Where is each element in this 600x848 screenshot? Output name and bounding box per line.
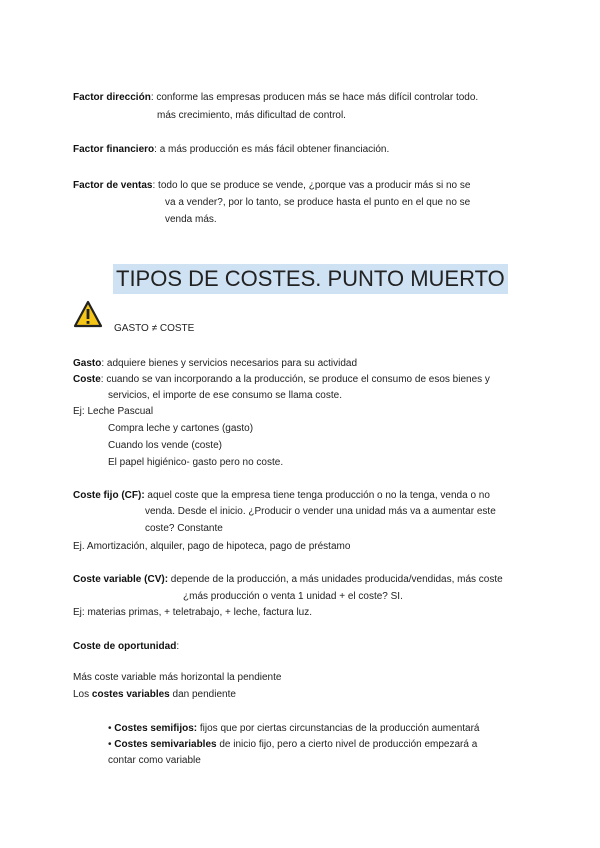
bullet-marker: • <box>108 723 112 734</box>
example-item: El papel higiénico- gasto pero no coste. <box>108 457 284 468</box>
pendiente-line-1: Más coste variable más horizontal la pendiente <box>73 672 282 683</box>
coste-fijo-text: aquel coste que la empresa tiene tenga producción o no la tenga, venda o no <box>144 490 490 501</box>
pendiente-line-2 <box>73 688 236 701</box>
coste-variable-line <box>73 573 503 586</box>
factor-direccion-text: : conforme las empresas producen más se hace más difícil controlar todo. <box>150 92 479 103</box>
gasto-definition <box>73 357 357 370</box>
factor-financiero-term: Factor financiero <box>73 144 155 155</box>
bullet-item <box>108 738 477 751</box>
pendiente-bold-term: costes variables <box>91 689 170 700</box>
coste-variable-term: Coste variable (CV): <box>73 574 169 585</box>
section-title: TIPOS DE COSTES. PUNTO MUERTO <box>113 264 508 294</box>
factor-ventas-term: Factor de ventas <box>73 180 153 191</box>
coste-fijo-example: Ej. Amortización, alquiler, pago de hipoteca, pago de préstamo <box>73 541 351 552</box>
warning-icon <box>73 300 103 328</box>
gasto-text: : adquiere bienes y servicios necesarios para su actividad <box>101 358 358 369</box>
factor-financiero-text: : a más producción es más fácil obtener financiación. <box>154 144 390 155</box>
coste-term: Coste <box>73 374 101 385</box>
factor-direccion-term: Factor dirección <box>73 92 151 103</box>
factor-direccion-continuation: más crecimiento, más dificultad de control. <box>157 110 346 121</box>
pendiente-prefix: Los <box>73 689 92 700</box>
bullet-continuation: contar como variable <box>108 755 201 766</box>
example-item: Compra leche y cartones (gasto) <box>108 423 254 434</box>
coste-continuation: servicios, el importe de ese consumo se llama coste. <box>108 390 342 401</box>
coste-definition <box>73 373 490 386</box>
factor-ventas-continuation-1: va a vender?, por lo tanto, se produce hasta el punto en el que no se <box>165 197 471 208</box>
coste-variable-text: depende de la producción, a más unidades producida/vendidas, más coste <box>168 574 503 585</box>
factor-ventas-continuation-2: venda más. <box>165 214 217 225</box>
coste-text: : cuando se van incorporando a la producción, se produce el consumo de esos bienes y <box>100 374 490 385</box>
bullet-text: fijos que por ciertas circunstancias de la producción aumentará <box>197 723 480 734</box>
factor-financiero-line <box>73 143 389 156</box>
example-label: Ej: Leche Pascual <box>73 406 154 417</box>
factor-ventas-line <box>73 179 470 192</box>
bullet-term: Costes semivariables <box>114 739 217 750</box>
warning-label: GASTO ≠ COSTE <box>114 323 195 334</box>
coste-oportunidad-heading <box>73 640 179 653</box>
coste-fijo-term: Coste fijo (CF): <box>73 490 145 501</box>
pendiente-suffix: dan pendiente <box>169 689 236 700</box>
bullet-item <box>108 722 479 735</box>
factor-direccion-line <box>73 91 478 104</box>
coste-fijo-line <box>73 489 490 502</box>
coste-fijo-continuation-1: venda. Desde el inicio. ¿Producir o vender una unidad más va a aumentar este <box>145 506 496 517</box>
bullet-marker: • <box>108 739 112 750</box>
factor-ventas-text: : todo lo que se produce se vende, ¿porque vas a producir más si no se <box>152 180 471 191</box>
coste-variable-example: Ej: materias primas, + teletrabajo, + leche, factura luz. <box>73 607 312 618</box>
coste-variable-continuation: ¿más producción o venta 1 unidad + el coste? SI. <box>183 591 403 602</box>
bullet-text: de inicio fijo, pero a cierto nivel de producción empezará a <box>216 739 478 750</box>
example-item: Cuando los vende (coste) <box>108 440 222 451</box>
coste-oportunidad-term: Coste de oportunidad <box>73 641 177 652</box>
coste-fijo-continuation-2: coste? Constante <box>145 523 223 534</box>
gasto-term: Gasto <box>73 358 102 369</box>
bullet-term: Costes semifijos: <box>114 723 198 734</box>
coste-oportunidad-colon: : <box>176 641 180 652</box>
